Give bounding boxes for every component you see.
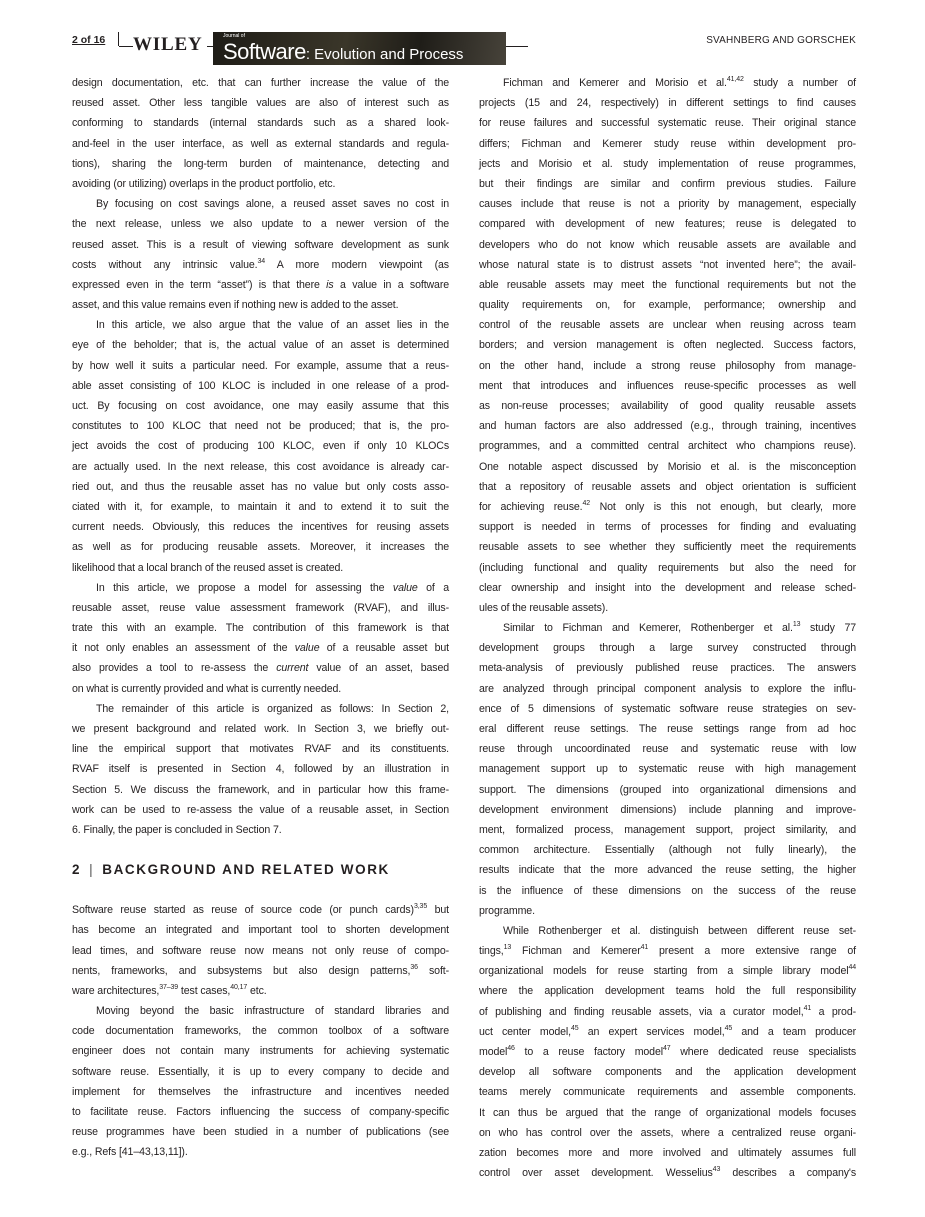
text-line: trate this with an example. The contribution of this framework is that bbox=[72, 622, 449, 635]
text-line: develop all software components and the application development bbox=[479, 1066, 856, 1079]
text-line: model$^{46}$ to a reuse factory model$^{47}$ where dedicated reuse specialists bbox=[479, 1045, 856, 1058]
text-line: conforming to standards (internal standards such as a shared look- bbox=[72, 117, 449, 130]
text-line: and human factors are also addressed (e.g., through training, incentives bbox=[479, 420, 856, 433]
text-line: It can thus be argued that the range of organizational models focuses bbox=[479, 1106, 856, 1119]
citation-ref[interactable]: 36 bbox=[410, 963, 418, 971]
text-line: by how well it suits a particular need. For example, assume that a reus- bbox=[72, 359, 449, 372]
text-line: jects and Morisio et al. study implementation of reuse programmes, bbox=[479, 157, 856, 170]
emphasis: current bbox=[276, 662, 309, 675]
text-line: for achieving reuse.$^{42}$ Not only is this not enough, but clearly, more bbox=[479, 499, 856, 513]
text-line: borders; and version management is often neglected. Success factors, bbox=[479, 339, 856, 352]
text-line: zation becomes more and more involved and ultimately assumes full bbox=[479, 1146, 856, 1159]
journal-title-row bbox=[223, 40, 463, 64]
paragraph bbox=[72, 315, 449, 577]
text-line: reused asset. This is a result of viewing software development as sunk bbox=[72, 238, 449, 251]
paragraph bbox=[72, 699, 449, 840]
text-line: 6. Finally, the paper is concluded in Section 7. bbox=[72, 823, 282, 836]
section-title: BACKGROUND AND RELATED WORK bbox=[102, 862, 390, 878]
text-line: compared with development of new features; reuse is delegated to bbox=[479, 218, 856, 231]
text-line: RVAF itself is presented in Section 4, followed by an illustration in bbox=[72, 763, 449, 776]
journal-banner bbox=[213, 32, 506, 65]
text-line: implement for themselves the infrastructure and incentives needed bbox=[72, 1085, 449, 1098]
text-line: tings,$^{13}$ Fichman and Kemerer$^{41}$ present a more extensive range of bbox=[479, 944, 856, 958]
citation-ref[interactable]: 13 bbox=[792, 621, 801, 629]
text-line: projects (15 and 24, respectively) in different settings to find causes bbox=[479, 97, 856, 110]
text-line: current needs. Obviously, this reduces the incentives for reusing assets bbox=[72, 521, 449, 534]
text-line: are analyzed through principal component analysis to explore the influ- bbox=[479, 682, 856, 695]
citation-ref[interactable]: 44 bbox=[848, 964, 856, 972]
text-line: it not only enables an assessment of the value of a reusable asset but bbox=[72, 642, 450, 655]
paragraph bbox=[72, 194, 449, 315]
text-line: reuse through uncoordinated reuse and systematic reuse with low bbox=[479, 743, 856, 756]
text-line: Software reuse started as reuse of source code (or punch cards)$^{3,35}$ but bbox=[72, 903, 449, 917]
paragraph bbox=[479, 73, 856, 618]
text-line: In this article, we propose a model for assessing the value of a bbox=[96, 581, 450, 594]
text-line: where the application development teams hold the full responsibility bbox=[479, 985, 856, 998]
text-line: on what is currently provided and what is currently needed. bbox=[72, 682, 342, 695]
text-line: control over asset development. Wesselius$^{43}$ describes a company's bbox=[479, 1166, 856, 1180]
citation-ref[interactable]: 40,17 bbox=[230, 983, 248, 991]
page-number: 2 of 16 bbox=[72, 34, 106, 46]
text-line: whose natural state is to distrust assets “not invented here”; the avail- bbox=[479, 258, 856, 271]
text-line: are actually used. In the next release, this cost avoidance is already car- bbox=[72, 460, 449, 473]
left-column bbox=[72, 73, 449, 1163]
text-line: as well as for producing reusable assets. Moreover, it increases the bbox=[72, 541, 449, 554]
text-line: is the influence of these dimensions on the success of the reuse bbox=[479, 884, 856, 897]
running-head-authors: SVAHNBERG AND GORSCHEK bbox=[706, 35, 856, 46]
header-rule bbox=[506, 46, 528, 47]
text-line: asset, and this value remains even if nothing new is added to the asset. bbox=[72, 299, 399, 312]
emphasis: value bbox=[392, 581, 418, 594]
section-separator: | bbox=[89, 862, 95, 878]
journal-prefix: Journal of bbox=[223, 33, 245, 39]
text-line: to facilitate reuse. Factors influencing the success of company-specific bbox=[72, 1106, 449, 1118]
text-line: and-feel in the user interface, as well as external standards and regula- bbox=[72, 137, 449, 150]
text-line: clear ownership and insight into the development and release sched- bbox=[479, 581, 856, 594]
text-line: programme. bbox=[479, 904, 535, 917]
text-line: work can be used to re-assess the value of a reusable asset, in Section bbox=[72, 803, 449, 816]
text-line: meta-analysis of previously published reuse practices. The answers bbox=[479, 662, 856, 675]
citation-ref[interactable]: 41,42 bbox=[726, 76, 744, 83]
text-line: teams merely communicate requirements and assemble components. bbox=[479, 1086, 856, 1099]
text-line: lead times, and software reuse now means not only reuse of compo- bbox=[72, 944, 449, 957]
citation-ref[interactable]: 43 bbox=[712, 1166, 721, 1174]
journal-subtitle: : Evolution and Process bbox=[305, 46, 464, 63]
text-line: for reuse failures and successful systematic reuse. Their original stance bbox=[479, 117, 856, 130]
text-line: nents, frameworks, and subsystems but also design patterns,$^{36}$ soft- bbox=[72, 963, 449, 977]
text-line: as non-reuse processes; availability of good quality reusable assets bbox=[479, 400, 856, 412]
text-line: uct center model,$^{45}$ an expert services model,$^{45}$ and a team producer bbox=[479, 1024, 857, 1038]
text-line: eral different reuse settings. The reuse settings range from ad hoc bbox=[479, 723, 856, 735]
text-line: software reuse. Essentially, it is up to every company to decide and bbox=[72, 1065, 449, 1078]
text-line: reusable asset, reuse value assessment framework (RVAF), and illus- bbox=[72, 601, 449, 614]
paragraph bbox=[72, 1001, 449, 1163]
journal-name: Software bbox=[223, 39, 306, 64]
text-line: Moving beyond the basic infrastructure of standard libraries and bbox=[96, 1005, 449, 1018]
citation-ref[interactable]: 45 bbox=[724, 1024, 733, 1032]
text-line: ried out, and thus the reusable asset has no value but only costs asso- bbox=[72, 480, 449, 493]
text-line: One notable aspect discussed by Morisio et al. is the misconception bbox=[479, 460, 856, 473]
text-line: ware architectures,$^{37-39}$ test cases,$^{40,17}$ etc. bbox=[72, 983, 267, 997]
text-line: ules of the reusable assets). bbox=[479, 601, 609, 614]
right-column bbox=[479, 73, 856, 1183]
text-line: The remainder of this article is organized as follows: In Section 2, bbox=[96, 702, 449, 715]
text-line: Similar to Fichman and Kemerer, Rothenberger et al.$^{13}$ study 77 bbox=[503, 621, 856, 635]
text-line: ment, formalized process, management support, project similarity, and bbox=[479, 823, 856, 836]
text-line: ject avoids the cost of producing 100 KLOC, even if only 10 KLOCs bbox=[72, 440, 449, 453]
citation-ref[interactable]: 37–39 bbox=[159, 983, 179, 991]
text-line: the next release, unless we also update to a newer version of the bbox=[72, 218, 449, 231]
text-line: also provides a tool to re-assess the current value of an asset, based bbox=[72, 662, 449, 675]
text-line: avoiding (or utilizing) overlaps in the product portfolio, etc. bbox=[72, 177, 336, 190]
text-line: design documentation, etc. that can further increase the value of the bbox=[72, 77, 449, 89]
section-number: 2 bbox=[72, 862, 82, 878]
text-line: has become an integrated and important tool to shorten development bbox=[72, 924, 449, 937]
text-line: uct. By focusing on cost avoidance, one may easily assume that this bbox=[72, 400, 449, 412]
citation-ref[interactable]: 3,35 bbox=[413, 903, 428, 911]
header-rule bbox=[119, 46, 133, 47]
citation-ref[interactable]: 13 bbox=[503, 944, 512, 952]
citation-ref[interactable]: 34 bbox=[257, 257, 266, 265]
text-line: ciated with it, for example, to maintain it and to extend it to suit the bbox=[72, 500, 449, 513]
text-line: Section 5. We discuss the framework, and in particular how this frame- bbox=[72, 783, 449, 796]
text-line: support is needed in terms of processes for finding and evaluating bbox=[479, 521, 856, 534]
text-line: differs; Fichman and Kemerer study reuse within development pro- bbox=[479, 137, 856, 150]
text-line: results indicate that the more advanced the reuse setting, the higher bbox=[479, 864, 856, 877]
text-line: expressed even in the term “asset”) is that there is a value in a software bbox=[72, 278, 450, 291]
text-line: but their findings are similar and confirm previous studies. Failure bbox=[479, 177, 856, 190]
text-line: In this article, we also argue that the value of an asset lies in the bbox=[96, 319, 449, 332]
citation-ref[interactable]: 41 bbox=[803, 1004, 812, 1012]
text-line: on who has control over the assets, where a centralized reuse organi- bbox=[479, 1126, 856, 1139]
paragraph bbox=[479, 618, 856, 921]
text-line: development environment dimensions) include planning and improve- bbox=[479, 803, 856, 816]
text-line: line the empirical support that motivates RVAF and its constituents. bbox=[72, 743, 449, 756]
paragraph bbox=[479, 921, 856, 1183]
text-line: engineer does not contain many instruments for achieving systematic bbox=[72, 1045, 449, 1058]
text-line: support. The dimensions (grouped into organizational dimensions and bbox=[479, 783, 856, 796]
paragraph bbox=[72, 73, 449, 194]
text-line: By focusing on cost savings alone, a reused asset saves no cost in bbox=[96, 198, 449, 211]
text-line: ment that introduces and influences reuse-specific processes as well bbox=[479, 379, 856, 392]
text-line: on the other hand, include a strong reuse philosophy from manage- bbox=[479, 359, 856, 372]
citation-ref[interactable]: 42 bbox=[582, 499, 591, 507]
text-line: reuse programmes have been studied in a number of publications (see bbox=[72, 1126, 449, 1139]
paragraph bbox=[72, 900, 449, 1001]
text-line: causes include that reuse is not a priority by management, especially bbox=[479, 198, 856, 211]
text-line: reusable assets to see whether they sufficiently meet the requirements bbox=[479, 541, 856, 554]
text-line: likelihood that a local branch of the reused asset is created. bbox=[72, 561, 344, 574]
text-line: (including functional and quality requirements but also the need for bbox=[479, 561, 856, 574]
text-line: that a repository of reusable assets and object orientation is sufficient bbox=[479, 480, 856, 493]
text-line: common architecture. Essentially (although not fully linearly), the bbox=[479, 844, 856, 857]
text-line: developers who do not know which reusable assets are available and bbox=[479, 238, 856, 251]
citation-ref[interactable]: 47 bbox=[662, 1045, 671, 1052]
text-line: control of the reusable assets are unclear when reusing across team bbox=[479, 319, 856, 332]
section-heading bbox=[72, 840, 449, 900]
citation-ref[interactable]: 46 bbox=[507, 1045, 515, 1052]
emphasis: value bbox=[294, 642, 320, 655]
publisher-logo: WILEY bbox=[133, 34, 203, 55]
text-line: reused asset. Other less tangible values are also of interest such as bbox=[72, 97, 449, 110]
text-line: constitutes to 100 KLOC that need not be produced; that is, the pro- bbox=[72, 420, 449, 433]
text-line: ence of 5 dimensions of systematic software reuse strategies on sev- bbox=[479, 702, 856, 715]
text-line: of publishing and finding reusable assets, via a curator model,$^{41}$ a prod- bbox=[479, 1004, 857, 1018]
text-line: development groups through a large survey constructed through bbox=[479, 642, 856, 655]
text-line: code documentation frameworks, the common toolbox of a software bbox=[72, 1025, 449, 1038]
citation-ref[interactable]: 41 bbox=[640, 944, 649, 952]
header-divider bbox=[118, 32, 119, 46]
text-line: tions), sharing the long-term burden of maintenance, detecting and bbox=[72, 157, 449, 170]
text-line: eye of the beholder; that is, the actual value of an asset is determined bbox=[72, 339, 449, 352]
text-line: e.g., Refs [41–43,13,11]). bbox=[72, 1146, 188, 1159]
text-line: able asset consisting of 100 KLOC is included in one release of a prod- bbox=[72, 379, 449, 392]
text-line: programmes, and a committed central architect who champions reuse). bbox=[479, 440, 856, 453]
text-line: While Rothenberger et al. distinguish between different reuse set- bbox=[503, 924, 856, 937]
citation-ref[interactable]: 45 bbox=[571, 1024, 579, 1032]
emphasis: is bbox=[326, 278, 334, 291]
text-line: Fichman and Kemerer and Morisio et al.$^{41,42}$ study a number of bbox=[503, 76, 856, 89]
text-line: able reusable assets may meet the functional requirements but not the bbox=[479, 278, 856, 291]
text-line: we present background and related work. In Section 3, we briefly out- bbox=[72, 723, 449, 735]
paragraph bbox=[72, 578, 449, 699]
text-line: costs without any intrinsic value.$^{34}$ A more modern viewpoint (as bbox=[72, 257, 449, 271]
text-line: quality requirements on, for example, performance; ownership and bbox=[479, 299, 856, 312]
text-line: organizational models for reuse starting from a simple library model$^{44}$ bbox=[479, 964, 856, 978]
text-line: management support up to systematic reuse with high management bbox=[479, 763, 856, 776]
